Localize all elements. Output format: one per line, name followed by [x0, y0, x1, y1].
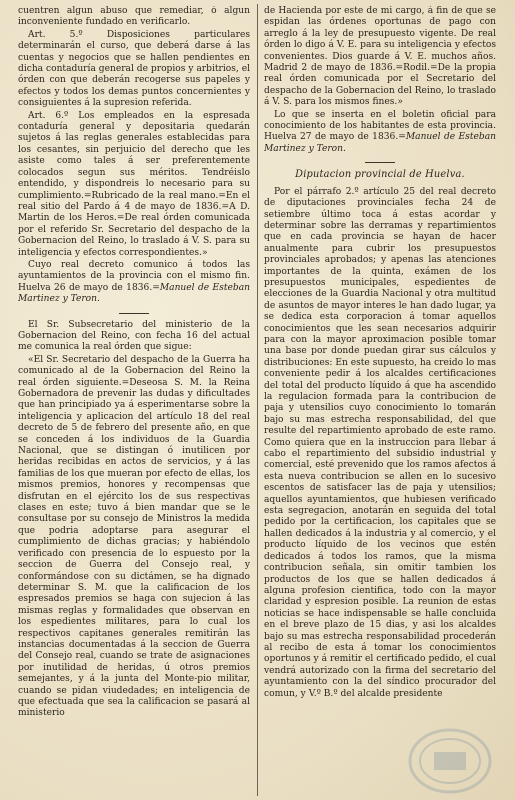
- diputacion-text: Por el párrafo 2.º artículo 25 del real decreto de diputaciones provinciales fecha 24 de setiembre último toca á estas acordar y determinar sobre las derramas y repartimientos que en cada provincia se hayan de hacer anualmente para cubrir los presupuestos provinciales aprobados; y apenas las atenciones importantes de la quinta, exámen de los presupuestos municipales, espedientes de elecciones de la Guardia Nacional y otra multitud de asuntos de mayor interes le han dado lugar, ya se dedica esta corporacion á tomar aquellos conocimientos que les sean necesarios adquirir para con la mayor aproximacion posible tomar una base por donde puedan girar sus cálculos y distribuciones: En este supuesto, ha creido lo mas conveniente pedir á los alcaldes certificaciones del total del producto líquido á que ha ascendido la regulacion formada para la contribucion de paja y utensilios cuyo conocimiento lo tomarán bajo su mas estrecha responsabilidad, del que resulte del repartimiento aprobado de este ramo. Como quiera que en la instruccion para llebar á cabo el repartimiento del subsidio industrial y comercial, esté prevenido que los ramos afectos á esta nueva contribucion se allen en lo sucesivo escentos de satisfacer las de paja y utensilios; aquellos ayuntamientos, que hubiesen verificado esta segregacion, anotarán en seguida del total pedido por la certificacion, los capitales que se hallen dedicados á la industria y al comercio, y el producto líquido de los vecinos que estén dedicados á todos los ramos, que la misma contribucion señala, sin omitir tambien los productos de los que se hallen dedicados á alguna profesion cientifica, todo con la mayor claridad y espresion posible. La reunion de estas noticias se hace indispensable se halle concluida en el breve plazo de 15 dias, y asi los alcaldes bajo su mas estrecha responsabilidad procederán al recibo de esta á tomar los conocimientos oportunos y á remitir el certificado pedido, el cual vendrá autorizado con la firma del secretario del ayuntamiento con la del síndico procurador del comun, y V.º B.º del alcalde presidente: [264, 186, 496, 699]
- royal-order-continuation: de Hacienda por este de mi cargo, á fin de que se espidan las órdenes oportunas de pago con arreglo á la ley de presupuesto vigente. De real órden lo digo á V. E. para su inteligencia y efectos convenientes. Dios guarde á V. E. muchos años. Madrid 2 de mayo de 1836.=Rodil.=De la propia real órden comunicada por el Secretario del despacho de la Gobernacion del Reino, lo traslado á V. S. para los mismos fines.»: [264, 6, 496, 108]
- article-5: Art. 5.º Disposiciones particulares determinarán el curso, que deberá darse á las cuentas y negocios que se hallen pendientes en dicha contaduría general de propios y arbitrios, el órden con que deberán recogerse sus papeles y efectos y todos los demas puntos concernientes y consiguientes á la supresion referida.: [18, 29, 250, 109]
- paragraph-continuation: cuentren algun abuso que remediar, ó algun inconveniente fundado en verificarlo.: [18, 6, 250, 28]
- decree-communication-text: Cuyo real decreto comunico á todos las ayuntamientos de la provincia con el mismo fin. Huelva 26 de mayo de 1836.=: [18, 259, 250, 293]
- article-6: Art. 6.º Los empleados en la espresada contaduría general y depositaria quedarán sujetos á las reglas generales establecidas para los cesantes, sin perjuicio del derecho que les asiste como tales á ser preferentemente colocados segun sus méritos. Tendréislo entendido, y dispondreis lo necesario para su cumplimiento.=Rubricado de la real mano.=En el real sitio del Pardo á 4 de mayo de 1836.=A D. Martin de los Heros.=De real órden comunicada por el referido Sr. Secretario del despacho de la Gobernacion del Reino, lo traslado á V. S. para su inteligencia y efectos correspondientes.»: [18, 110, 250, 258]
- section-heading: Diputacion provincial de Huelva.: [295, 169, 465, 181]
- insertion-notice: [264, 110, 496, 156]
- decree-communication: [18, 260, 250, 306]
- left-column: [18, 6, 250, 794]
- royal-order-text: «El Sr. Secretario del despacho de la Guerra ha comunicado al de la Gobernacion del Reino la real órden siguiente.=Deseosa S. M. la Reina Gobernadora de prevenir las dudas y dificultades que han principiado ya á esperimentarse sobre la inteligencia y aplicacion del artículo 18 del real decreto de 5 de febrero del presente año, en que se conceden á los individuos de la Guardia Nacional, que se distingan ó inutilicen por heridas recibidas en actos de servicios, y á las familias de los que mueran por efecto de ellas, los mismos premios, honores y recompensas que disfrutan en el ejército los de sus respectivas clases en este; tuvo á bien mandar que se le consultase por su consejo de Ministros la medida que podria adoptarse para asegurar el cumplimiento de dichas gracias; y habiéndolo verificado con presencia de lo espuesto por la seccion de Guerra del Consejo real, y conformándose con su dictámen, se ha dignado determinar S. M. que la calificacion de los espresados premios se haga con sujecion á las mismas reglas y formalidades que observan en los espedientes militares, para lo cual los respectivos capitanes generales remitirán las instancias documentadas á la seccion de Guerra del Consejo real, cuando se trate de asignaciones por inutilidad de heridas, ú otros premios semejantes, y á la junta del Monte-pio militar, cuando se pidan viudedades; en inteligencia de que efectuada que sea la calificacion se pasará al ministerio: [18, 354, 250, 719]
- insertion-notice-text: Lo que se inserta en el boletin oficial para conocimiento de los habitantes de esta provincia. Huelva 27 de mayo de 1836.=: [264, 109, 496, 143]
- signature: Manuel de Esteban Martinez y Teron.: [18, 282, 250, 305]
- column-rule: [257, 4, 258, 796]
- section-divider: [365, 162, 395, 163]
- subsecretary-intro: El Sr. Subsecretario del ministerio de la Gobernacion del Reino, con fecha 16 del actual me comunica la real órden que sigue:: [18, 319, 250, 353]
- signature: Manuel de Esteban Martinez y Teron.: [264, 132, 496, 154]
- library-stamp-watermark: [408, 728, 492, 794]
- section-divider: [119, 313, 149, 314]
- right-column: [264, 6, 496, 794]
